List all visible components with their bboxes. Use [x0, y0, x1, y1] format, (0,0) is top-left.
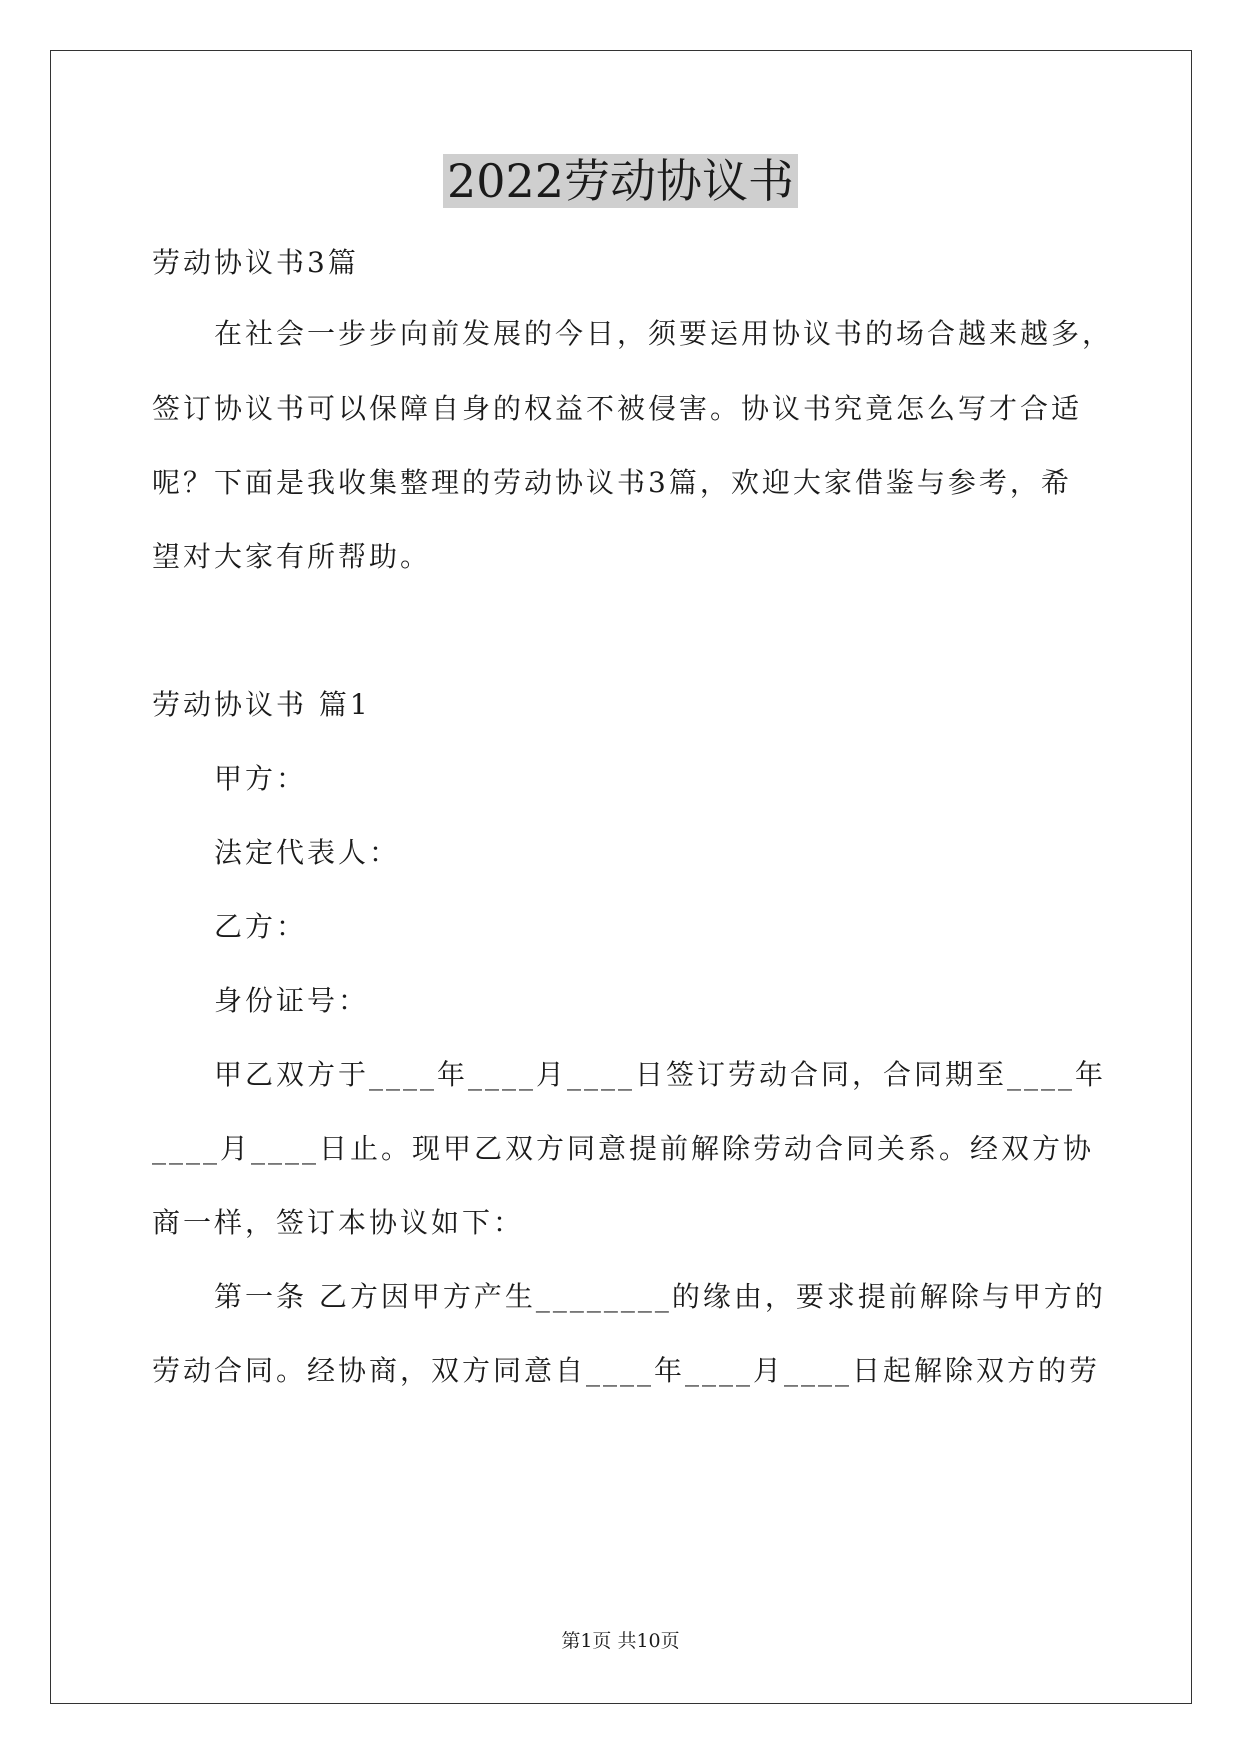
document-title: 2022劳动协议书: [0, 150, 1241, 212]
section-heading: 劳动协议书 篇1: [152, 688, 371, 721]
paragraph-line: 签订协议书可以保障自身的权益不被侵害。协议书究竟怎么写才合适: [152, 392, 1083, 425]
field-label-id-number: 身份证号：: [214, 984, 370, 1017]
paragraph-line: 甲乙双方于____年____月____日签订劳动合同，合同期至____年: [214, 1058, 1107, 1091]
field-label-party-a: 甲方：: [214, 762, 308, 795]
article-line: 第一条 乙方因甲方产生________的缘由，要求提前解除与甲方的: [214, 1280, 1106, 1313]
article-line: 劳动合同。经协商，双方同意自____年____月____日起解除双方的劳: [152, 1354, 1101, 1387]
page-footer: 第1页 共10页: [561, 1630, 680, 1652]
page-border: [50, 50, 1192, 1704]
subtitle-line: 劳动协议书3篇: [152, 246, 359, 279]
paragraph-line: ____月____日止。现甲乙双方同意提前解除劳动合同关系。经双方协: [152, 1132, 1095, 1165]
paragraph-line: 望对大家有所帮助。: [152, 540, 432, 573]
paragraph-line: 商一样，签订本协议如下：: [152, 1206, 525, 1239]
paragraph-line: 在社会一步步向前发展的今日，须要运用协议书的场合越来越多，: [214, 317, 1114, 350]
paragraph-line: 呢？下面是我收集整理的劳动协议书3篇，欢迎大家借鉴与参考，希: [152, 466, 1072, 499]
field-label-legal-rep: 法定代表人：: [214, 836, 401, 869]
field-label-party-b: 乙方：: [214, 910, 308, 943]
